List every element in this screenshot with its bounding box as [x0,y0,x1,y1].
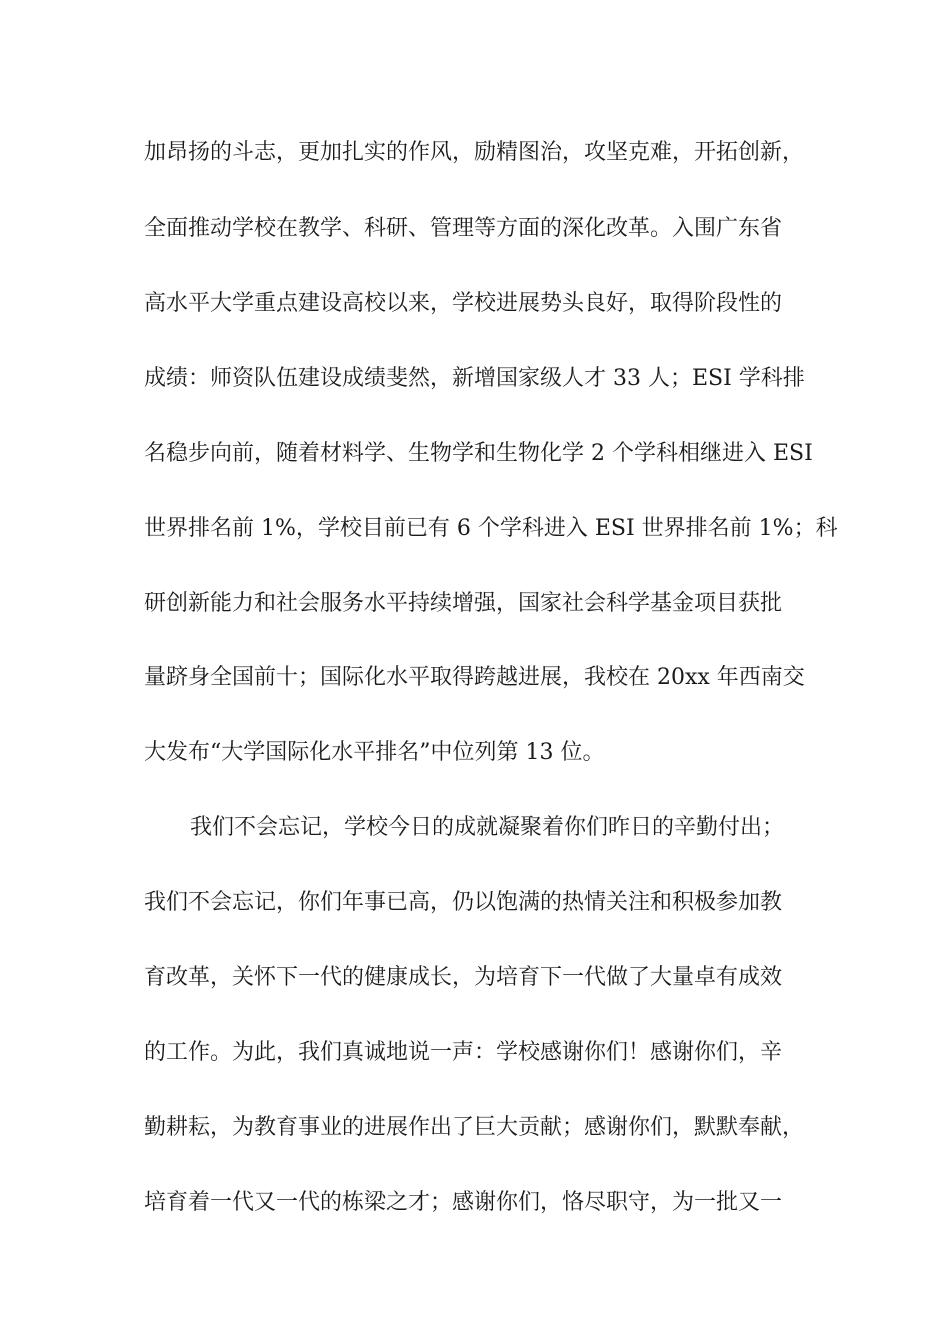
text-line: 世界排名前 1%，学校目前已有 6 个学科进入 ESI 世界排名前 1%；科 [144,516,838,541]
text-line: 勤耕耘，为教育事业的进展作出了巨大贡献；感谢你们，默默奉献， [144,1115,805,1140]
text-line: 的工作。为此，我们真诚地说一声：学校感谢你们！感谢你们，辛 [144,1040,783,1065]
text-line: 名稳步向前，随着材料学、生物学和生物化学 2 个学科相继进入 ESI [144,441,813,466]
text-line: 高水平大学重点建设高校以来，学校进展势头良好，取得阶段性的 [144,291,783,316]
text-line: 育改革，关怀下一代的健康成长，为培育下一代做了大量卓有成效 [144,965,783,990]
text-line: 成绩：师资队伍建设成绩斐然，新增国家级人才 33 人；ESI 学科排 [144,366,805,391]
text-line: 培育着一代又一代的栋梁之才；感谢你们，恪尽职守，为一批又一 [144,1190,783,1215]
paragraph-first-line: 我们不会忘记，学校今日的成就凝聚着你们昨日的辛勤付出； [190,815,785,840]
text-line: 加昂扬的斗志，更加扎实的作风，励精图治，攻坚克难，开拓创新， [144,140,805,165]
text-line: 量跻身全国前十；国际化水平取得跨越进展，我校在 20xx 年西南交 [144,665,805,690]
text-line: 全面推动学校在教学、科研、管理等方面的深化改革。入围广东省 [144,216,783,241]
text-line: 研创新能力和社会服务水平持续增强，国家社会科学基金项目获批 [144,591,783,616]
text-line: 我们不会忘记，你们年事已高，仍以饱满的热情关注和积极参加教 [144,890,783,915]
text-line: 大发布“大学国际化水平排名”中位列第 13 位。 [144,740,605,765]
